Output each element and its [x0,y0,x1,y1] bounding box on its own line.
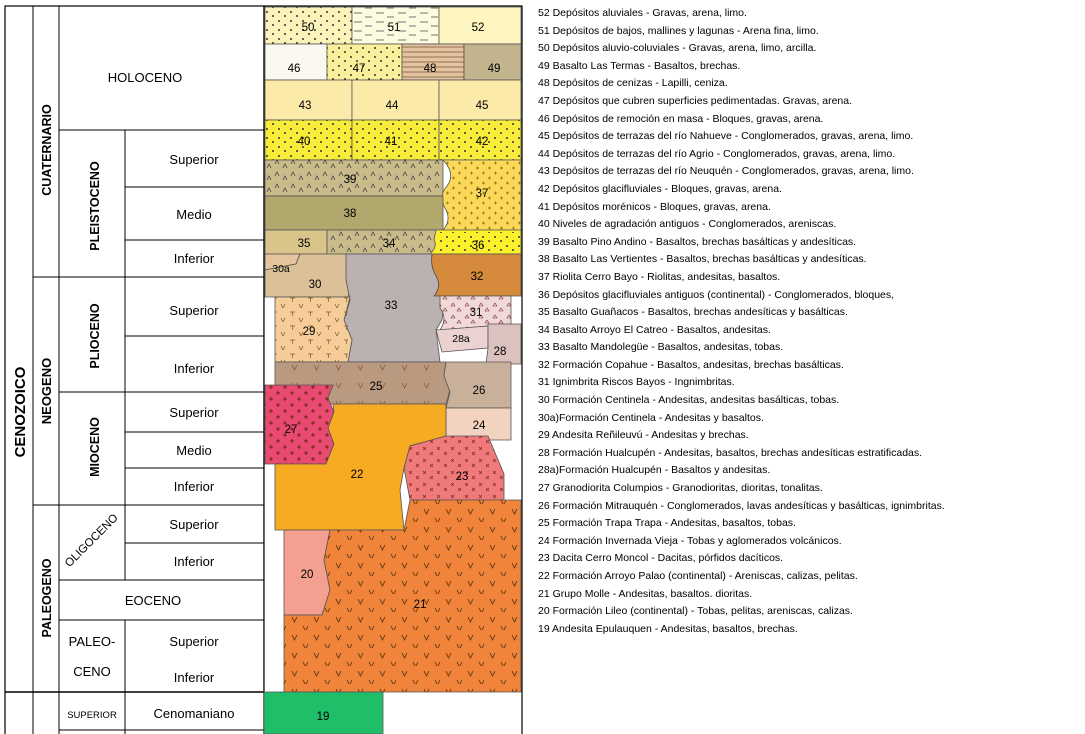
stage-paleo-sup: Superior [169,634,219,649]
unit-label-44: 44 [385,100,399,112]
legend-item: 23 Dacita Cerro Moncol - Dacitas, pórfidos dacíticos. [538,552,784,565]
period-paleogeno-label: PALEOGENO [40,558,54,638]
stage-oligo-inf: Inferior [173,554,215,569]
legend-item: 20 Formación Lileo (continental) - Tobas, pelitas, areniscas, calizas. [538,605,853,618]
epoch-eoceno-label: EOCENO [124,593,182,608]
stage-paleo-inf: Inferior [173,670,215,685]
unit-label-28: 28 [493,346,507,358]
legend-item: 28a)Formación Hualcupén - Basaltos y andesitas. [538,464,771,477]
legend-item: 19 Andesita Epulauquen - Andesitas, basaltos, brechas. [538,622,798,635]
legend-item: 21 Grupo Molle - Andesitas, basaltos. dioritas. [538,587,753,600]
unit-35 [265,230,327,254]
legend-item: 52 Depósitos aluviales - Gravas, arena, limo. [538,7,747,19]
stage-oligo-sup: Superior [169,517,219,532]
stage-plio-inf: Inferior [173,361,215,376]
legend-item: 28 Formación Hualcupén - Andesitas, basaltos, brechas andesíticas estratificadas. [538,446,923,459]
legend-item: 42 Depósitos glacifluviales - Bloques, gravas, arena. [538,182,782,195]
legend-item: 32 Formación Copahue - Basaltos, andesitas, brechas basálticas. [538,358,844,371]
epoch-plioceno-label: PLIOCENO [88,303,102,369]
unit-label-52: 52 [471,22,485,34]
stage-pleist-sup: Superior [169,152,219,167]
unit-label-48: 48 [423,63,437,75]
stage-plio-sup: Superior [169,303,219,318]
legend-item: 38 Basalto Las Vertientes - Basaltos, brechas basálticas y andesíticas. [538,253,867,266]
unit-label-21: 21 [413,599,427,611]
unit-label-46: 46 [287,63,301,75]
legend-item: 35 Basalto Guañacos - Basaltos, brechas andesíticas y basálticas. [538,306,848,319]
legend-item: 31 Ignimbrita Riscos Bayos - Ingnimbritas. [538,376,735,389]
legend-item: 44 Depósitos de terrazas del río Agrio - Conglomerados, gravas, arena, limo. [538,147,896,160]
legend-item: 25 Formación Trapa Trapa - Andesitas, basaltos, tobas. [538,517,796,530]
stage-pleist-med: Medio [176,207,212,222]
unit-label-28a: 28a [452,333,470,345]
epoch-pleistoceno-label: PLEISTOCENO [88,161,102,251]
legend-item: 45 Depósitos de terrazas del río Nahueve - Conglomerados, gravas, arena, limo. [538,130,914,143]
unit-label-37: 37 [475,188,489,200]
legend-item: 49 Basalto Las Termas - Basaltos, brechas. [538,59,741,72]
unit-label-47: 47 [352,63,366,75]
unit-label-50: 50 [301,22,315,34]
legend-item: 51 Depósitos de bajos, mallines y lagunas - Arena fina, limo. [538,24,819,37]
epoch-oligoceno-label: OLIGOCENO [63,512,121,570]
legend-item: 34 Basalto Arroyo El Catreo - Basaltos, andesitas. [538,323,771,336]
unit-label-45: 45 [475,100,489,112]
legend-item: 46 Depósitos de remoción en masa - Bloques, gravas, arena. [538,112,824,125]
unit-label-35: 35 [297,238,311,250]
unit-label-39: 39 [343,174,357,186]
unit-label-41: 41 [384,136,398,148]
unit-label-32: 32 [470,271,484,283]
legend-item: 27 Granodiorita Columpios - Granodioritas, dioritas, tonalitas. [538,482,823,495]
epoch-holoceno-label: HOLOCENO [107,70,183,85]
legend-item: 30a)Formación Centinela - Andesitas y basaltos. [538,411,764,424]
period-neogeno-label: NEOGENO [39,357,54,425]
unit-label-25: 25 [369,381,383,393]
unit-label-26: 26 [472,385,486,397]
unit-label-36: 36 [471,240,485,252]
legend-item: 43 Depósitos de terrazas del río Neuquén - Conglomerados, gravas, arena, limo. [538,165,914,178]
unit-label-29: 29 [302,326,316,338]
unit-label-43: 43 [298,100,312,112]
stage-mio-sup: Superior [169,405,219,420]
unit-label-34: 34 [382,238,396,250]
legend-item: 40 Niveles de agradación antiguos - Conglomerados, areniscas. [538,218,837,231]
unit-label-27: 27 [284,424,298,436]
unit-label-49: 49 [487,63,501,75]
unit-label-31: 31 [469,307,483,319]
unit-label-30a: 30a [272,263,290,275]
unit-label-24: 24 [472,420,486,432]
legend-item: 47 Depósitos que cubren superficies pedimentadas. Gravas, arena. [538,94,853,107]
epoch-mioceno-label: MIOCENO [88,417,102,477]
legend-item: 36 Depósitos glacifluviales antiguos (continental) - Conglomerados, bloques, [538,288,895,301]
unit-label-33: 33 [384,300,398,312]
legend-item: 24 Formación Invernada Vieja - Tobas y aglomerados volcánicos. [538,534,842,547]
stage-mio-inf: Inferior [173,479,215,494]
stage-mio-med: Medio [176,443,212,458]
legend-item: 22 Formación Arroyo Palao (continental) - Areniscas, calizas, pelitas. [538,570,858,582]
epoch-paleoceno-label-1: PALEO- [68,634,116,649]
legend-item: 37 Riolita Cerro Bayo - Riolitas, andesitas, basaltos. [538,270,781,283]
legend-item: 30 Formación Centinela - Andesitas, andesitas basálticas, tobas. [538,394,840,407]
unit-column [264,6,522,734]
unit-legend [538,5,1078,638]
epoch-paleoceno-label-2: CENO [73,664,111,679]
legend-item: 48 Depósitos de cenizas - Lapilli, ceniza. [538,77,728,90]
unit-label-19: 19 [316,711,330,723]
unit-28 [486,324,521,364]
legend-item: 33 Basalto Mandolegüe - Basaltos, andesitas, tobas. [538,341,784,354]
unit-label-38: 38 [343,208,357,220]
legend-item: 50 Depósitos aluvio-coluviales - Gravas, arena, limo, arcilla. [538,42,817,55]
epoch-superior-cretaceous-label: SUPERIOR [67,710,117,721]
unit-label-22: 22 [350,469,364,481]
legend-item: 39 Basalto Pino Andino - Basaltos, brechas basálticas y andesíticas. [538,235,857,248]
legend-item: 26 Formación Mitrauquén - Conglomerados, lavas andesíticas y basálticas, ignimbritas. [538,499,945,512]
legend-item: 41 Depósitos morénicos - Bloques, gravas, arena. [538,200,771,213]
legend-item: 29 Andesita Reñileuvú - Andesitas y brechas. [538,429,749,442]
period-cuaternario-label: CUATERNARIO [40,104,54,196]
stage-pleist-inf: Inferior [173,251,215,266]
unit-label-51: 51 [387,22,401,34]
unit-label-30: 30 [308,279,322,291]
unit-label-23: 23 [455,471,469,483]
unit-label-20: 20 [300,569,314,581]
unit-label-40: 40 [297,136,311,148]
era-label: CENOZOICO [12,366,29,458]
unit-label-42: 42 [475,136,489,148]
stage-cenomaniano: Cenomaniano [153,706,235,721]
